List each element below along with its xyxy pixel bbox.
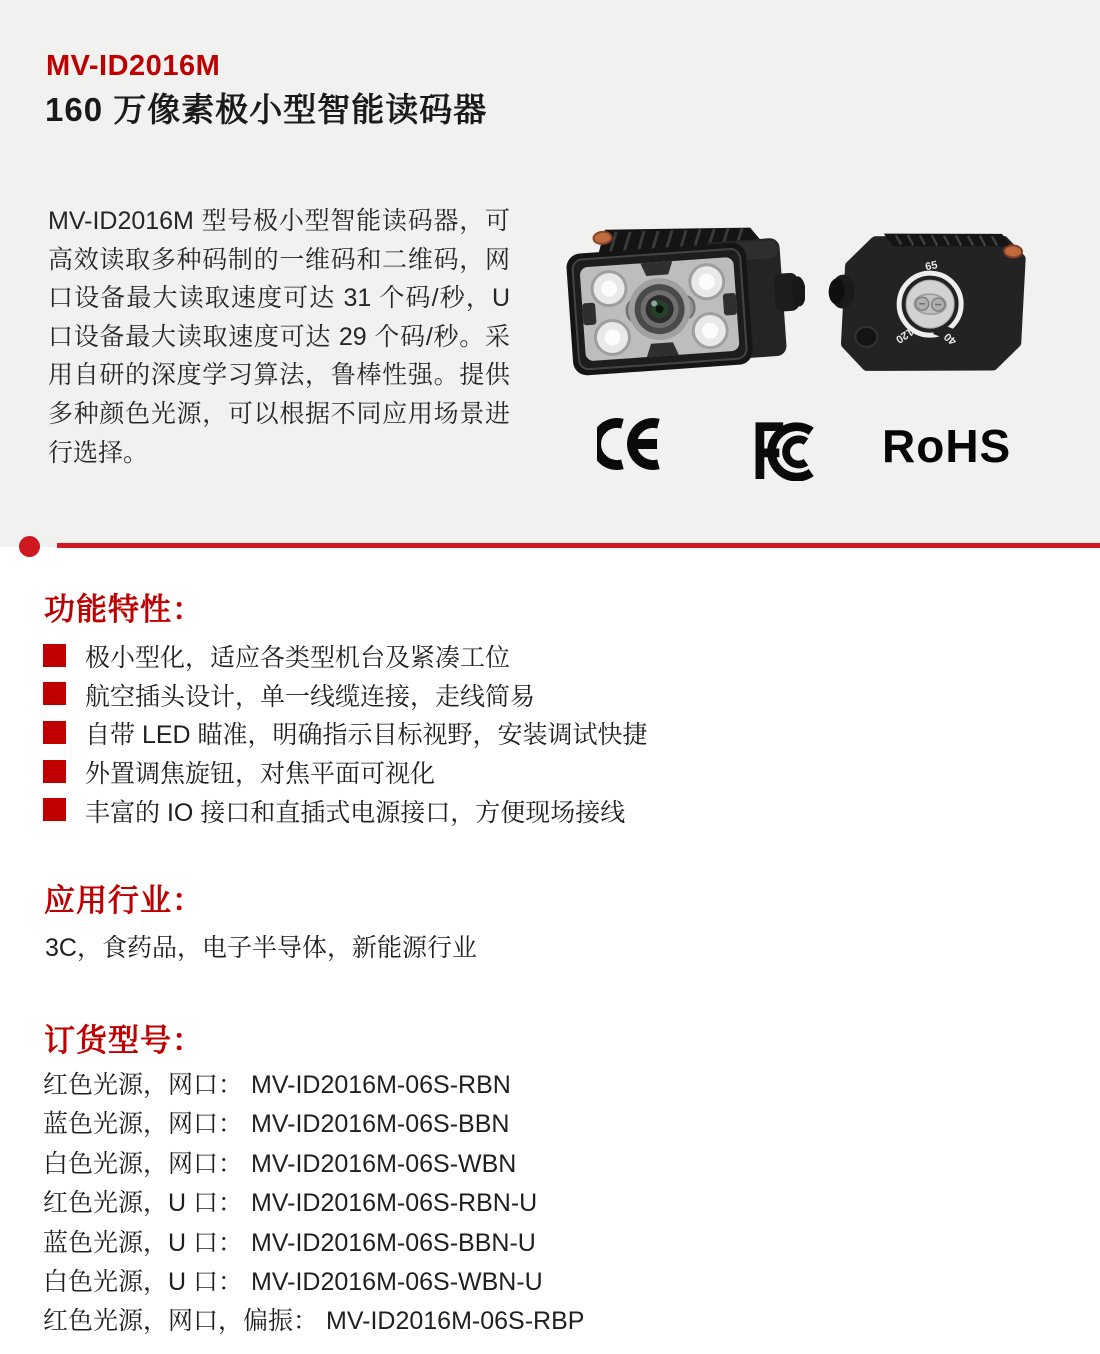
divider-line xyxy=(57,543,1100,548)
feature-text: 极小型化，适应各类型机台及紧凑工位 xyxy=(85,644,511,673)
order-label: 红色光源，U 口： xyxy=(43,1189,244,1218)
product-description: MV-ID2016M 型号极小型智能读码器，可高效读取多种码制的一维码和二维码，网口设备最大读取速度可达 31 个码/秒，U 口设备最大读取速度可达 29 个码/秒。采用自研的深度学习算法，鲁棒性强。提供多种颜色光源，可以根据不同应用场景进行选择。 xyxy=(48,207,510,467)
order-label: 红色光源，网口： xyxy=(43,1071,244,1099)
feature-list xyxy=(43,637,648,830)
order-item xyxy=(43,1224,584,1263)
features-heading: 功能特性： xyxy=(44,592,204,627)
order-model: MV-ID2016M-06S-BBN-U xyxy=(251,1228,536,1257)
order-item xyxy=(43,1302,584,1341)
order-list xyxy=(43,1066,584,1342)
product-photo-front-icon xyxy=(555,205,805,385)
feature-item xyxy=(43,714,648,753)
dial-label-120: 120 xyxy=(893,325,916,346)
feature-text: 航空插头设计，单一线缆连接，走线简易 xyxy=(85,682,536,711)
bullet-square-icon xyxy=(43,682,66,705)
order-label: 红色光源，网口，偏振： xyxy=(43,1307,319,1336)
divider-dot xyxy=(19,536,40,557)
feature-item xyxy=(43,791,648,830)
fcc-mark-icon xyxy=(750,417,828,481)
bullet-square-icon xyxy=(43,721,66,744)
feature-text: 自带 LED 瞄准，明确指示目标视野，安装调试快捷 xyxy=(85,721,648,750)
bullet-square-icon xyxy=(43,798,66,821)
feature-item xyxy=(43,753,648,792)
order-model: MV-ID2016M-06S-BBN xyxy=(251,1110,510,1139)
order-model: MV-ID2016M-06S-RBN-U xyxy=(251,1189,538,1218)
feature-text: 外置调焦旋钮，对焦平面可视化 xyxy=(85,760,436,789)
order-model: MV-ID2016M-06S-WBN xyxy=(251,1149,517,1178)
order-model: MV-ID2016M-06S-RBP xyxy=(326,1307,585,1336)
hero-section xyxy=(0,0,1100,547)
dial-label-40: 40 xyxy=(942,330,960,348)
rohs-mark: RoHS xyxy=(882,420,1012,472)
feature-item xyxy=(43,637,648,676)
order-item xyxy=(43,1184,584,1223)
ce-mark-icon xyxy=(597,416,673,472)
industries-text: 3C，食药品，电子半导体，新能源行业 xyxy=(45,934,477,962)
order-label: 蓝色光源，网口： xyxy=(43,1110,244,1139)
product-name-subtitle: 160 万像素极小型智能读码器 xyxy=(45,91,488,128)
order-model: MV-ID2016M-06S-WBN-U xyxy=(251,1267,543,1296)
order-item xyxy=(43,1263,584,1302)
feature-text: 丰富的 IO 接口和直插式电源接口，方便现场接线 xyxy=(85,798,626,827)
order-item xyxy=(43,1105,584,1144)
order-label: 白色光源，U 口： xyxy=(43,1267,244,1296)
ordering-heading: 订货型号： xyxy=(44,1023,204,1058)
order-item xyxy=(43,1145,584,1184)
bullet-square-icon xyxy=(43,644,66,667)
order-item xyxy=(43,1066,584,1105)
feature-item xyxy=(43,676,648,715)
product-model-title: MV-ID2016M xyxy=(46,50,221,82)
order-label: 蓝色光源，U 口： xyxy=(43,1228,244,1257)
dial-label-65: 65 xyxy=(924,259,939,274)
product-photo-rear-icon xyxy=(820,222,1035,392)
order-label: 白色光源，网口： xyxy=(43,1149,244,1178)
order-model: MV-ID2016M-06S-RBN xyxy=(251,1071,511,1099)
industries-heading: 应用行业： xyxy=(44,883,204,918)
bullet-square-icon xyxy=(43,760,66,783)
